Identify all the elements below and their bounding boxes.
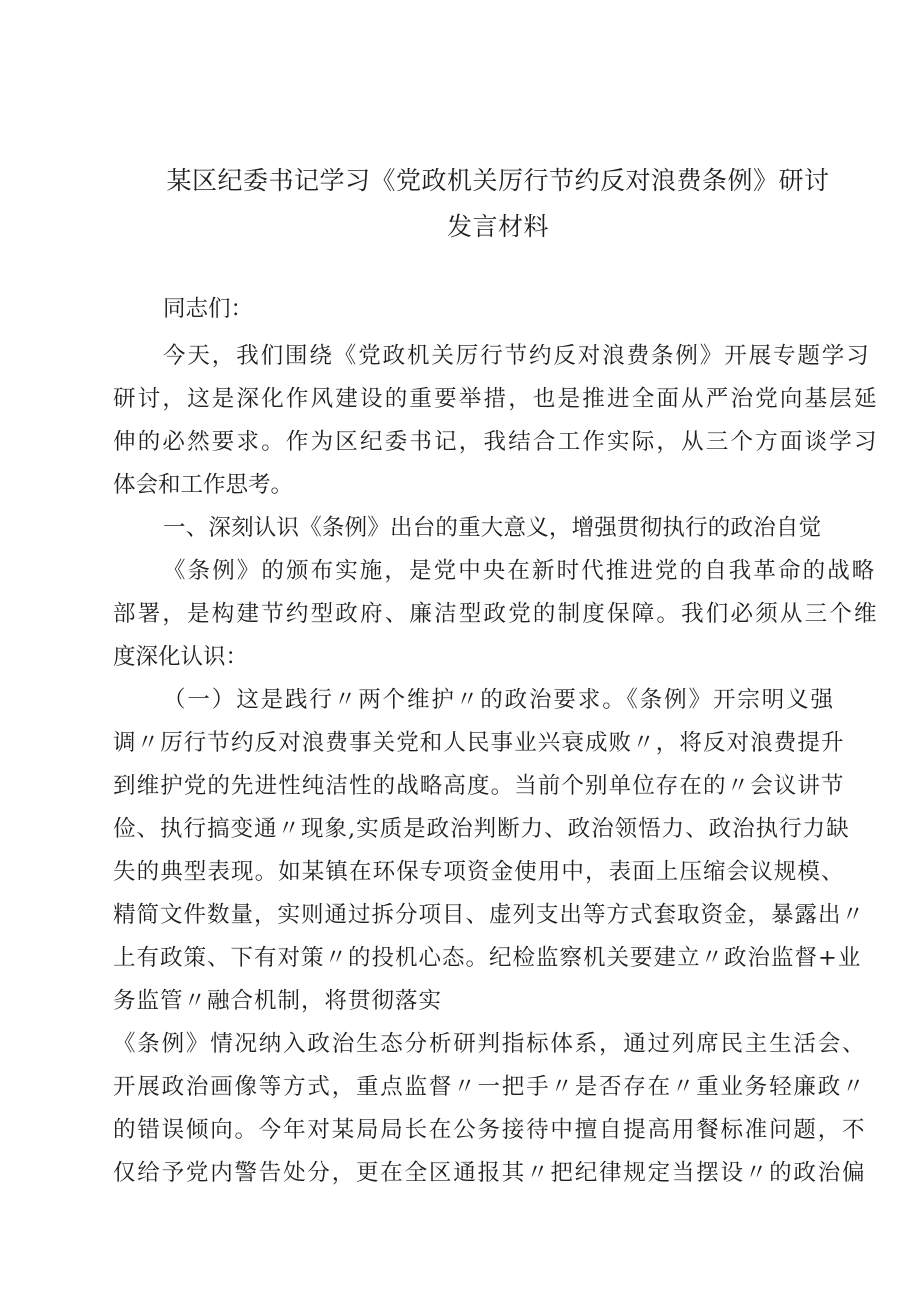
paragraph-line: 到维护党的先进性纯洁性的战略高度。当前个别单位存在的〃会议讲节 [113,773,845,799]
paragraph-line: 的错误倾向。今年对某局局长在公务接待中擅自提高用餐标准问题，不 [113,1117,867,1143]
section-heading: 一、深刻认识《条例》出台的重大意义，增强贯彻执行的政治自觉 [163,515,822,541]
paragraph-line: 伸的必然要求。作为区纪委书记，我结合工作实际，从三个方面谈学习 [113,429,879,455]
paragraph-line: 《条例》情况纳入政治生态分析研判指标体系，通过列席民主生活会、 [113,1031,867,1057]
paragraph-line: 精简文件数量，实则通过拆分项目、虚列支出等方式套取资金，暴露出〃 [113,902,866,928]
paragraph-line: 上有政策、下有对策〃的投机心态。纪检监察机关要建立〃政治监督+业 [113,945,862,971]
paragraph-line: 调〃厉行节约反对浪费事关党和人民事业兴衰成败〃，将反对浪费提升 [113,730,845,756]
paragraph-line: 体会和工作思考。 [113,472,294,498]
paragraph-line: 失的典型表现。如某镇在环保专项资金使用中，表面上压缩会议规模、 [113,859,845,885]
paragraph-line: 俭、执行搞变通〃现象,实质是政治判断力、政治领悟力、政治执行力缺 [113,816,850,842]
document-title: 某区纪委书记学习《党政机关厉行节约反对浪费条例》研讨发言材料 [166,166,830,241]
paragraph-line: 务监管〃融合机制，将贯彻落实 [113,988,443,1014]
paragraph-line: 度深化认识： [113,644,249,670]
paragraph-line: 今天，我们围绕《党政机关厉行节约反对浪费条例》开展专题学习 [163,343,871,369]
paragraph-line: 研讨，这是深化作风建设的重要举措，也是推进全面从严治党向基层延 [113,386,879,412]
paragraph-line: （一）这是践行〃两个维护〃的政治要求。《条例》开宗明义强 [163,687,835,713]
paragraph-line: 部署，是构建节约型政府、廉洁型政党的制度保障。我们必须从三个维 [113,601,879,627]
salutation: 同志们： [163,296,254,322]
paragraph-line: 开展政治画像等方式，重点监督〃一把手〃是否存在〃重业务轻廉政〃 [113,1074,867,1100]
paragraph-line: 《条例》的颁布实施，是党中央在新时代推进党的自我革命的战略 [163,558,877,584]
paragraph-line: 仅给予党内警告处分，更在全区通报其〃把纪律规定当摆设〃的政治偏 [113,1160,867,1186]
